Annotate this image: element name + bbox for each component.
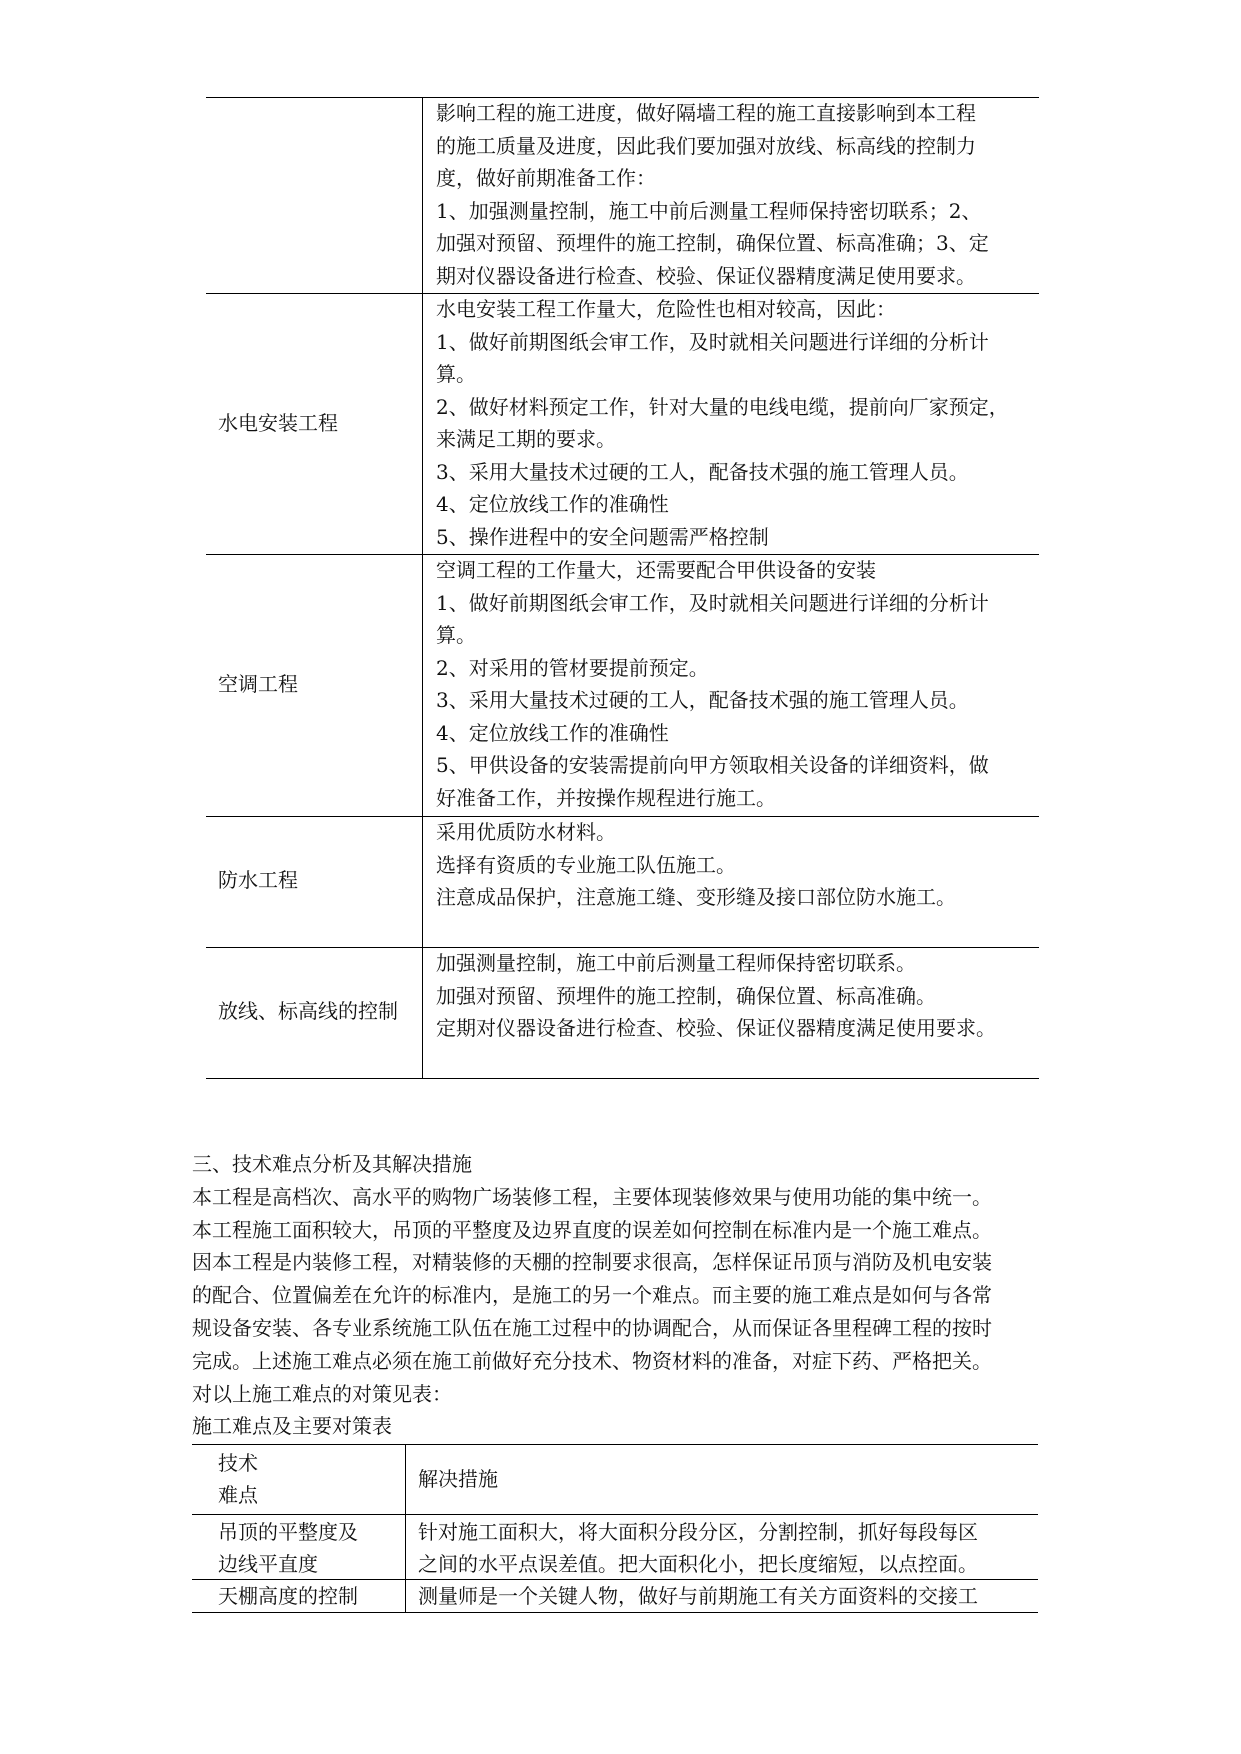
cell-line: 测量师是一个关键人物，做好与前期施工有关方面资料的交接工 [418, 1584, 978, 1608]
header-solution: 解决措施 [418, 1467, 498, 1491]
table-caption: 施工难点及主要对策表 [192, 1414, 392, 1439]
measure-line: 加强对预留、预埋件的施工控制，确保位置、标高准确；3、定 [436, 231, 989, 255]
measure-line: 5、甲供设备的安装需提前向甲方领取相关设备的详细资料，做 [436, 753, 989, 777]
paragraph-line: 完成。上述施工难点必须在施工前做好充分技术、物资材料的准备，对症下药、严格把关。 [192, 1348, 992, 1373]
header-line: 技术 [218, 1451, 258, 1475]
solution-cell [418, 1580, 978, 1612]
row-measures [436, 947, 1036, 1045]
measure-line: 1、加强测量控制，施工中前后测量工程师保持密切联系；2、 [436, 198, 982, 223]
paragraph-line: 对以上施工难点的对策见表： [192, 1381, 452, 1406]
paragraph-line: 的配合、位置偏差在允许的标准内，是施工的另一个难点。而主要的施工难点是如何与各常 [192, 1283, 992, 1308]
row-label: 水电安装工程 [218, 411, 338, 435]
table-row [206, 947, 1039, 1078]
measure-line: 影响工程的施工进度，做好隔墙工程的施工直接影响到本工程 [436, 101, 976, 125]
measure-line: 算。 [436, 623, 476, 647]
section-heading: 三、技术难点分析及其解决措施 [192, 1152, 472, 1176]
paragraph-line: 本工程是高档次、高水平的购物广场装修工程，主要体现装修效果与使用功能的集中统一。 [192, 1184, 992, 1209]
measure-line: 选择有资质的专业施工队伍施工。 [436, 852, 736, 877]
measure-line: 3、采用大量技术过硬的工人，配备技术强的施工管理人员。 [436, 459, 969, 484]
measure-line: 加强对预留、预埋件的施工控制，确保位置、标高准确。 [436, 983, 936, 1008]
cell-line: 天棚高度的控制 [218, 1584, 358, 1608]
difficulty-cell [218, 1580, 358, 1612]
row-measures [436, 97, 1036, 292]
measure-line: 2、对采用的管材要提前预定。 [436, 655, 709, 680]
measure-line: 期对仪器设备进行检查、校验、保证仪器精度满足使用要求。 [436, 263, 976, 288]
row-label: 放线、标高线的控制 [218, 999, 398, 1023]
cell-line: 边线平直度 [218, 1552, 318, 1576]
measure-line: 1、做好前期图纸会审工作，及时就相关问题进行详细的分析计 [436, 590, 989, 615]
measure-line: 5、操作进程中的安全问题需严格控制 [436, 524, 769, 549]
paragraph-line: 因本工程是内装修工程，对精装修的天棚的控制要求很高，怎样保证吊顶与消防及机电安装 [192, 1250, 992, 1275]
measure-line: 4、定位放线工作的准确性 [436, 720, 669, 745]
measure-line: 2、做好材料预定工作，针对大量的电线电缆，提前向厂家预定， [436, 394, 1009, 419]
paragraph-line: 规设备安装、各专业系统施工队伍在施工过程中的协调配合，从而保证各里程碑工程的按时 [192, 1315, 992, 1340]
table-row [206, 97, 1039, 293]
measure-line: 好准备工作，并按操作规程进行施工。 [436, 785, 776, 810]
measure-line: 注意成品保护，注意施工缝、变形缝及接口部位防水施工。 [436, 885, 956, 909]
cell-line: 针对施工面积大，将大面积分段分区，分割控制，抓好每段每区 [418, 1520, 978, 1544]
table-rule [206, 1078, 1039, 1079]
section-technical-difficulties [192, 1148, 1062, 1443]
difficulties-table [192, 1444, 1038, 1613]
measure-line: 定期对仪器设备进行检查、校验、保证仪器精度满足使用要求。 [436, 1016, 996, 1040]
cell-line: 之间的水平点误差值。把大面积化小，把长度缩短，以点控面。 [418, 1552, 978, 1576]
row-measures [436, 293, 1036, 553]
measure-line: 1、做好前期图纸会审工作，及时就相关问题进行详细的分析计 [436, 329, 989, 354]
table-rule [192, 1444, 1038, 1445]
measure-line: 3、采用大量技术过硬的工人，配备技术强的施工管理人员。 [436, 688, 969, 712]
row-measures [436, 554, 1036, 814]
measure-line: 空调工程的工作量大，还需要配合甲供设备的安装 [436, 558, 876, 582]
table-row [206, 293, 1039, 554]
measure-line: 的施工质量及进度，因此我们要加强对放线、标高线的控制力 [436, 133, 976, 158]
table-rule [192, 1612, 1038, 1613]
measure-line: 水电安装工程工作量大，危险性也相对较高，因此： [436, 297, 896, 321]
measure-line: 算。 [436, 362, 476, 386]
header-line: 难点 [218, 1483, 258, 1507]
difficulty-cell [218, 1516, 358, 1580]
cell-line: 吊顶的平整度及 [218, 1520, 358, 1544]
measure-line: 度，做好前期准备工作： [436, 166, 656, 190]
measure-line: 4、定位放线工作的准确性 [436, 492, 669, 516]
table-column-divider [405, 1444, 406, 1613]
row-measures [436, 816, 1036, 914]
row-label: 防水工程 [218, 868, 298, 892]
row-label: 空调工程 [218, 672, 298, 696]
table-row [206, 554, 1039, 816]
solution-cell [418, 1516, 978, 1580]
header-difficulty [218, 1447, 258, 1511]
table-rule [192, 1514, 1038, 1515]
measure-line: 来满足工期的要求。 [436, 427, 616, 451]
measure-line: 加强测量控制，施工中前后测量工程师保持密切联系。 [436, 951, 916, 975]
measure-line: 采用优质防水材料。 [436, 820, 616, 844]
paragraph-line: 本工程施工面积较大，吊顶的平整度及边界直度的误差如何控制在标准内是一个施工难点。 [192, 1217, 992, 1242]
table-row [206, 816, 1039, 947]
